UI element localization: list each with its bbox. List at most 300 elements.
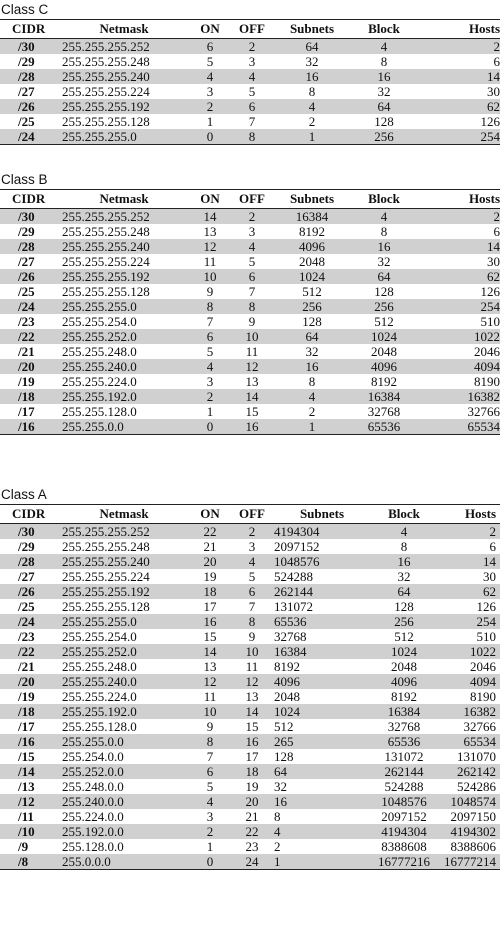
table-row: [0, 614, 500, 629]
cell-block: 32768: [370, 719, 438, 734]
table-row: [0, 404, 500, 419]
class-c-table: [0, 19, 500, 145]
cell-cidr: /16: [0, 734, 58, 749]
cell-on: 3: [190, 374, 230, 389]
cell-subnets: 131072: [274, 599, 370, 614]
cell-mask: 255.128.0.0: [58, 839, 190, 854]
table-row: [0, 114, 500, 129]
cell-subnets: 65536: [274, 614, 370, 629]
cell-cidr: /18: [0, 389, 58, 404]
cell-hosts: 2: [418, 209, 500, 225]
cell-mask: 255.255.255.0: [58, 129, 190, 145]
cell-cidr: /12: [0, 794, 58, 809]
cell-hosts: 8388606: [438, 839, 500, 854]
table-row: [0, 329, 500, 344]
cell-block: 1024: [350, 329, 418, 344]
cell-off: 3: [230, 224, 274, 239]
cell-cidr: /19: [0, 374, 58, 389]
cell-on: 0: [190, 419, 230, 435]
cell-cidr: /23: [0, 629, 58, 644]
cell-subnets: 16384: [274, 644, 370, 659]
cell-hosts: 1022: [418, 329, 500, 344]
cell-on: 7: [190, 314, 230, 329]
cell-cidr: /21: [0, 344, 58, 359]
cell-subnets: 524288: [274, 569, 370, 584]
cell-mask: 255.255.224.0: [58, 689, 190, 704]
cell-hosts: 14: [418, 239, 500, 254]
cell-mask: 255.255.0.0: [58, 734, 190, 749]
cell-cidr: /26: [0, 269, 58, 284]
cell-subnets: 1: [274, 854, 370, 870]
cell-cidr: /11: [0, 809, 58, 824]
cell-hosts: 65534: [418, 419, 500, 435]
cell-cidr: /28: [0, 239, 58, 254]
cell-mask: 255.255.240.0: [58, 674, 190, 689]
column-header-mask: Netmask: [58, 20, 190, 39]
cell-hosts: 65534: [438, 734, 500, 749]
cell-subnets: 16384: [274, 209, 350, 225]
column-header-hosts: Hosts: [438, 505, 500, 524]
cell-subnets: 64: [274, 39, 350, 55]
cell-mask: 255.255.255.252: [58, 39, 190, 55]
header-row: [0, 505, 500, 524]
table-row: [0, 674, 500, 689]
table-row: [0, 779, 500, 794]
cell-mask: 255.255.255.128: [58, 284, 190, 299]
cell-on: 13: [190, 659, 230, 674]
cell-subnets: 4194304: [274, 524, 370, 540]
cell-block: 256: [350, 299, 418, 314]
cell-subnets: 16: [274, 794, 370, 809]
cell-cidr: /27: [0, 254, 58, 269]
cell-hosts: 2: [438, 524, 500, 540]
cell-on: 1: [190, 404, 230, 419]
table-row: [0, 704, 500, 719]
cell-subnets: 4096: [274, 674, 370, 689]
cell-hosts: 510: [438, 629, 500, 644]
cell-off: 9: [230, 629, 274, 644]
cell-block: 256: [370, 614, 438, 629]
cell-mask: 255.255.254.0: [58, 629, 190, 644]
cell-on: 20: [190, 554, 230, 569]
cell-on: 19: [190, 569, 230, 584]
cell-off: 15: [230, 404, 274, 419]
class-b-section: [0, 170, 500, 435]
cell-subnets: 1024: [274, 269, 350, 284]
section-title: Class A: [1, 487, 47, 502]
cell-cidr: /9: [0, 839, 58, 854]
cell-off: 6: [230, 99, 274, 114]
cell-block: 65536: [350, 419, 418, 435]
cell-cidr: /26: [0, 584, 58, 599]
cell-subnets: 128: [274, 314, 350, 329]
header-row: [0, 190, 500, 209]
cell-block: 64: [350, 99, 418, 114]
cell-block: 4194304: [370, 824, 438, 839]
cell-block: 256: [350, 129, 418, 145]
table-row: [0, 224, 500, 239]
table-row: [0, 344, 500, 359]
cell-cidr: /30: [0, 39, 58, 55]
table-row: [0, 764, 500, 779]
cell-mask: 255.224.0.0: [58, 809, 190, 824]
cell-cidr: /16: [0, 419, 58, 435]
cell-hosts: 126: [418, 114, 500, 129]
class-b-table: [0, 189, 500, 435]
cell-off: 5: [230, 569, 274, 584]
cell-mask: 255.255.255.0: [58, 299, 190, 314]
cell-cidr: /22: [0, 329, 58, 344]
table-row: [0, 314, 500, 329]
table-row: [0, 69, 500, 84]
cell-off: 9: [230, 314, 274, 329]
cell-hosts: 510: [418, 314, 500, 329]
cell-on: 9: [190, 719, 230, 734]
column-header-mask: Netmask: [58, 190, 190, 209]
cell-cidr: /17: [0, 404, 58, 419]
cell-hosts: 30: [418, 84, 500, 99]
cell-off: 18: [230, 764, 274, 779]
cell-off: 24: [230, 854, 274, 870]
cell-on: 15: [190, 629, 230, 644]
cell-mask: 255.255.192.0: [58, 704, 190, 719]
cell-off: 23: [230, 839, 274, 854]
column-header-on: ON: [190, 20, 230, 39]
cell-subnets: 8: [274, 809, 370, 824]
cell-subnets: 1: [274, 419, 350, 435]
column-header-off: OFF: [230, 20, 274, 39]
cell-hosts: 30: [418, 254, 500, 269]
table-row: [0, 129, 500, 145]
cell-off: 8: [230, 614, 274, 629]
cell-block: 64: [350, 269, 418, 284]
cell-on: 18: [190, 584, 230, 599]
column-header-off: OFF: [230, 505, 274, 524]
table-row: [0, 749, 500, 764]
cell-block: 16777216: [370, 854, 438, 870]
cell-cidr: /29: [0, 54, 58, 69]
cell-hosts: 32766: [418, 404, 500, 419]
cell-hosts: 126: [418, 284, 500, 299]
cell-off: 5: [230, 84, 274, 99]
cell-on: 5: [190, 779, 230, 794]
cell-on: 2: [190, 824, 230, 839]
cell-cidr: /24: [0, 129, 58, 145]
cell-hosts: 8190: [418, 374, 500, 389]
cell-subnets: 32: [274, 344, 350, 359]
cell-block: 8: [350, 224, 418, 239]
column-header-hosts: Hosts: [418, 190, 500, 209]
cell-mask: 255.255.0.0: [58, 419, 190, 435]
section-title: Class B: [1, 172, 48, 187]
cell-mask: 255.255.255.252: [58, 209, 190, 225]
cell-on: 21: [190, 539, 230, 554]
table-row: [0, 659, 500, 674]
cell-off: 16: [230, 419, 274, 435]
cell-off: 7: [230, 284, 274, 299]
cell-mask: 255.255.255.248: [58, 224, 190, 239]
table-row: [0, 254, 500, 269]
cell-block: 8: [370, 539, 438, 554]
table-row: [0, 359, 500, 374]
cell-cidr: /21: [0, 659, 58, 674]
cell-on: 2: [190, 99, 230, 114]
cell-on: 9: [190, 284, 230, 299]
cell-cidr: /26: [0, 99, 58, 114]
cell-block: 524288: [370, 779, 438, 794]
column-header-off: OFF: [230, 190, 274, 209]
cell-on: 1: [190, 839, 230, 854]
cell-hosts: 4094: [418, 359, 500, 374]
cell-mask: 255.255.255.240: [58, 239, 190, 254]
cell-on: 4: [190, 794, 230, 809]
cell-hosts: 2097150: [438, 809, 500, 824]
cell-cidr: /13: [0, 779, 58, 794]
cell-block: 8388608: [370, 839, 438, 854]
table-row: [0, 524, 500, 540]
cell-mask: 255.240.0.0: [58, 794, 190, 809]
cell-cidr: /28: [0, 554, 58, 569]
table-row: [0, 719, 500, 734]
cell-on: 16: [190, 614, 230, 629]
cell-hosts: 16382: [418, 389, 500, 404]
cell-off: 17: [230, 749, 274, 764]
column-header-cidr: CIDR: [0, 505, 58, 524]
cell-block: 16384: [350, 389, 418, 404]
cell-mask: 255.255.255.0: [58, 614, 190, 629]
table-row: [0, 239, 500, 254]
cell-subnets: 1: [274, 129, 350, 145]
cell-off: 3: [230, 539, 274, 554]
cell-block: 2097152: [370, 809, 438, 824]
table-row: [0, 734, 500, 749]
cell-cidr: /22: [0, 644, 58, 659]
cell-off: 10: [230, 644, 274, 659]
cell-block: 16: [370, 554, 438, 569]
cell-on: 5: [190, 54, 230, 69]
column-header-subnets: Subnets: [274, 190, 350, 209]
class-c-section: [0, 0, 500, 145]
cell-off: 16: [230, 734, 274, 749]
cell-mask: 255.254.0.0: [58, 749, 190, 764]
cell-mask: 255.252.0.0: [58, 764, 190, 779]
cell-on: 3: [190, 809, 230, 824]
cell-on: 11: [190, 254, 230, 269]
cell-block: 32: [370, 569, 438, 584]
cell-subnets: 4: [274, 824, 370, 839]
cell-hosts: 4194302: [438, 824, 500, 839]
cell-cidr: /18: [0, 704, 58, 719]
cell-hosts: 2: [418, 39, 500, 55]
cell-mask: 255.255.255.240: [58, 69, 190, 84]
cell-block: 32: [350, 84, 418, 99]
cell-subnets: 8: [274, 374, 350, 389]
cell-on: 22: [190, 524, 230, 540]
cell-on: 12: [190, 239, 230, 254]
cell-cidr: /30: [0, 524, 58, 540]
cell-block: 128: [350, 114, 418, 129]
column-header-on: ON: [190, 190, 230, 209]
cell-on: 13: [190, 224, 230, 239]
class-a-section: [0, 485, 500, 870]
cell-hosts: 6: [438, 539, 500, 554]
cell-hosts: 524286: [438, 779, 500, 794]
cell-off: 2: [230, 209, 274, 225]
cell-on: 5: [190, 344, 230, 359]
cell-block: 16: [350, 69, 418, 84]
cell-subnets: 256: [274, 299, 350, 314]
table-row: [0, 644, 500, 659]
table-row: [0, 839, 500, 854]
table-row: [0, 809, 500, 824]
table-row: [0, 794, 500, 809]
cell-subnets: 32: [274, 779, 370, 794]
column-header-block: Block: [350, 20, 418, 39]
cell-cidr: /15: [0, 749, 58, 764]
cell-hosts: 2046: [438, 659, 500, 674]
cell-cidr: /25: [0, 114, 58, 129]
cell-off: 14: [230, 704, 274, 719]
cell-hosts: 131070: [438, 749, 500, 764]
column-header-cidr: CIDR: [0, 20, 58, 39]
cell-off: 4: [230, 69, 274, 84]
cell-off: 5: [230, 254, 274, 269]
cell-subnets: 265: [274, 734, 370, 749]
table-row: [0, 629, 500, 644]
cell-on: 6: [190, 764, 230, 779]
cell-on: 6: [190, 329, 230, 344]
cell-block: 4: [350, 209, 418, 225]
cell-subnets: 262144: [274, 584, 370, 599]
cell-on: 8: [190, 299, 230, 314]
cell-block: 128: [350, 284, 418, 299]
cell-block: 1048576: [370, 794, 438, 809]
cell-mask: 255.255.255.192: [58, 99, 190, 114]
cell-hosts: 6: [418, 54, 500, 69]
cell-on: 10: [190, 269, 230, 284]
column-header-on: ON: [190, 505, 230, 524]
cell-hosts: 2046: [418, 344, 500, 359]
section-title: Class C: [1, 2, 49, 17]
cell-hosts: 254: [418, 129, 500, 145]
table-row: [0, 419, 500, 435]
column-header-hosts: Hosts: [418, 20, 500, 39]
cell-hosts: 16382: [438, 704, 500, 719]
cell-off: 2: [230, 39, 274, 55]
cell-hosts: 8190: [438, 689, 500, 704]
cell-off: 4: [230, 554, 274, 569]
column-header-cidr: CIDR: [0, 190, 58, 209]
cell-subnets: 2048: [274, 689, 370, 704]
cell-hosts: 254: [438, 614, 500, 629]
cell-subnets: 4: [274, 389, 350, 404]
cell-hosts: 14: [418, 69, 500, 84]
cell-mask: 255.255.255.224: [58, 254, 190, 269]
header-row: [0, 20, 500, 39]
cell-block: 4096: [350, 359, 418, 374]
cell-cidr: /23: [0, 314, 58, 329]
table-row: [0, 299, 500, 314]
cell-hosts: 62: [418, 99, 500, 114]
cell-off: 7: [230, 599, 274, 614]
cell-hosts: 62: [418, 269, 500, 284]
cell-subnets: 2048: [274, 254, 350, 269]
cell-hosts: 16777214: [438, 854, 500, 870]
cell-cidr: /28: [0, 69, 58, 84]
table-row: [0, 539, 500, 554]
cell-off: 11: [230, 344, 274, 359]
cell-mask: 255.255.255.248: [58, 54, 190, 69]
cell-off: 14: [230, 389, 274, 404]
cell-cidr: /10: [0, 824, 58, 839]
cell-mask: 255.255.255.192: [58, 584, 190, 599]
cell-cidr: /27: [0, 569, 58, 584]
cell-block: 2048: [370, 659, 438, 674]
cell-subnets: 4: [274, 99, 350, 114]
table-row: [0, 54, 500, 69]
cell-mask: 255.255.128.0: [58, 719, 190, 734]
table-row: [0, 389, 500, 404]
table-row: [0, 554, 500, 569]
cell-mask: 255.255.252.0: [58, 644, 190, 659]
table-row: [0, 584, 500, 599]
table-row: [0, 84, 500, 99]
cell-subnets: 32768: [274, 629, 370, 644]
cell-off: 19: [230, 779, 274, 794]
table-row: [0, 854, 500, 870]
cell-mask: 255.192.0.0: [58, 824, 190, 839]
cell-block: 65536: [370, 734, 438, 749]
cell-on: 17: [190, 599, 230, 614]
cell-on: 10: [190, 704, 230, 719]
cell-mask: 255.248.0.0: [58, 779, 190, 794]
table-row: [0, 569, 500, 584]
column-header-block: Block: [370, 505, 438, 524]
cell-block: 128: [370, 599, 438, 614]
cell-mask: 255.255.255.252: [58, 524, 190, 540]
cell-on: 0: [190, 854, 230, 870]
cell-off: 4: [230, 239, 274, 254]
cell-off: 22: [230, 824, 274, 839]
cell-subnets: 2: [274, 114, 350, 129]
table-row: [0, 284, 500, 299]
cell-mask: 255.255.255.248: [58, 539, 190, 554]
cell-cidr: /8: [0, 854, 58, 870]
cell-on: 0: [190, 129, 230, 145]
cell-off: 8: [230, 129, 274, 145]
cell-subnets: 8192: [274, 659, 370, 674]
cell-cidr: /25: [0, 284, 58, 299]
cell-hosts: 262142: [438, 764, 500, 779]
cell-off: 13: [230, 689, 274, 704]
cell-cidr: /24: [0, 299, 58, 314]
cell-cidr: /24: [0, 614, 58, 629]
cell-block: 8192: [350, 374, 418, 389]
cell-subnets: 64: [274, 329, 350, 344]
cell-block: 16384: [370, 704, 438, 719]
cell-hosts: 32766: [438, 719, 500, 734]
cell-block: 4096: [370, 674, 438, 689]
cell-mask: 255.255.248.0: [58, 344, 190, 359]
cell-block: 512: [370, 629, 438, 644]
table-row: [0, 599, 500, 614]
cell-off: 8: [230, 299, 274, 314]
cell-mask: 255.255.240.0: [58, 359, 190, 374]
cell-hosts: 30: [438, 569, 500, 584]
cell-subnets: 64: [274, 764, 370, 779]
cell-off: 11: [230, 659, 274, 674]
cell-subnets: 16: [274, 69, 350, 84]
